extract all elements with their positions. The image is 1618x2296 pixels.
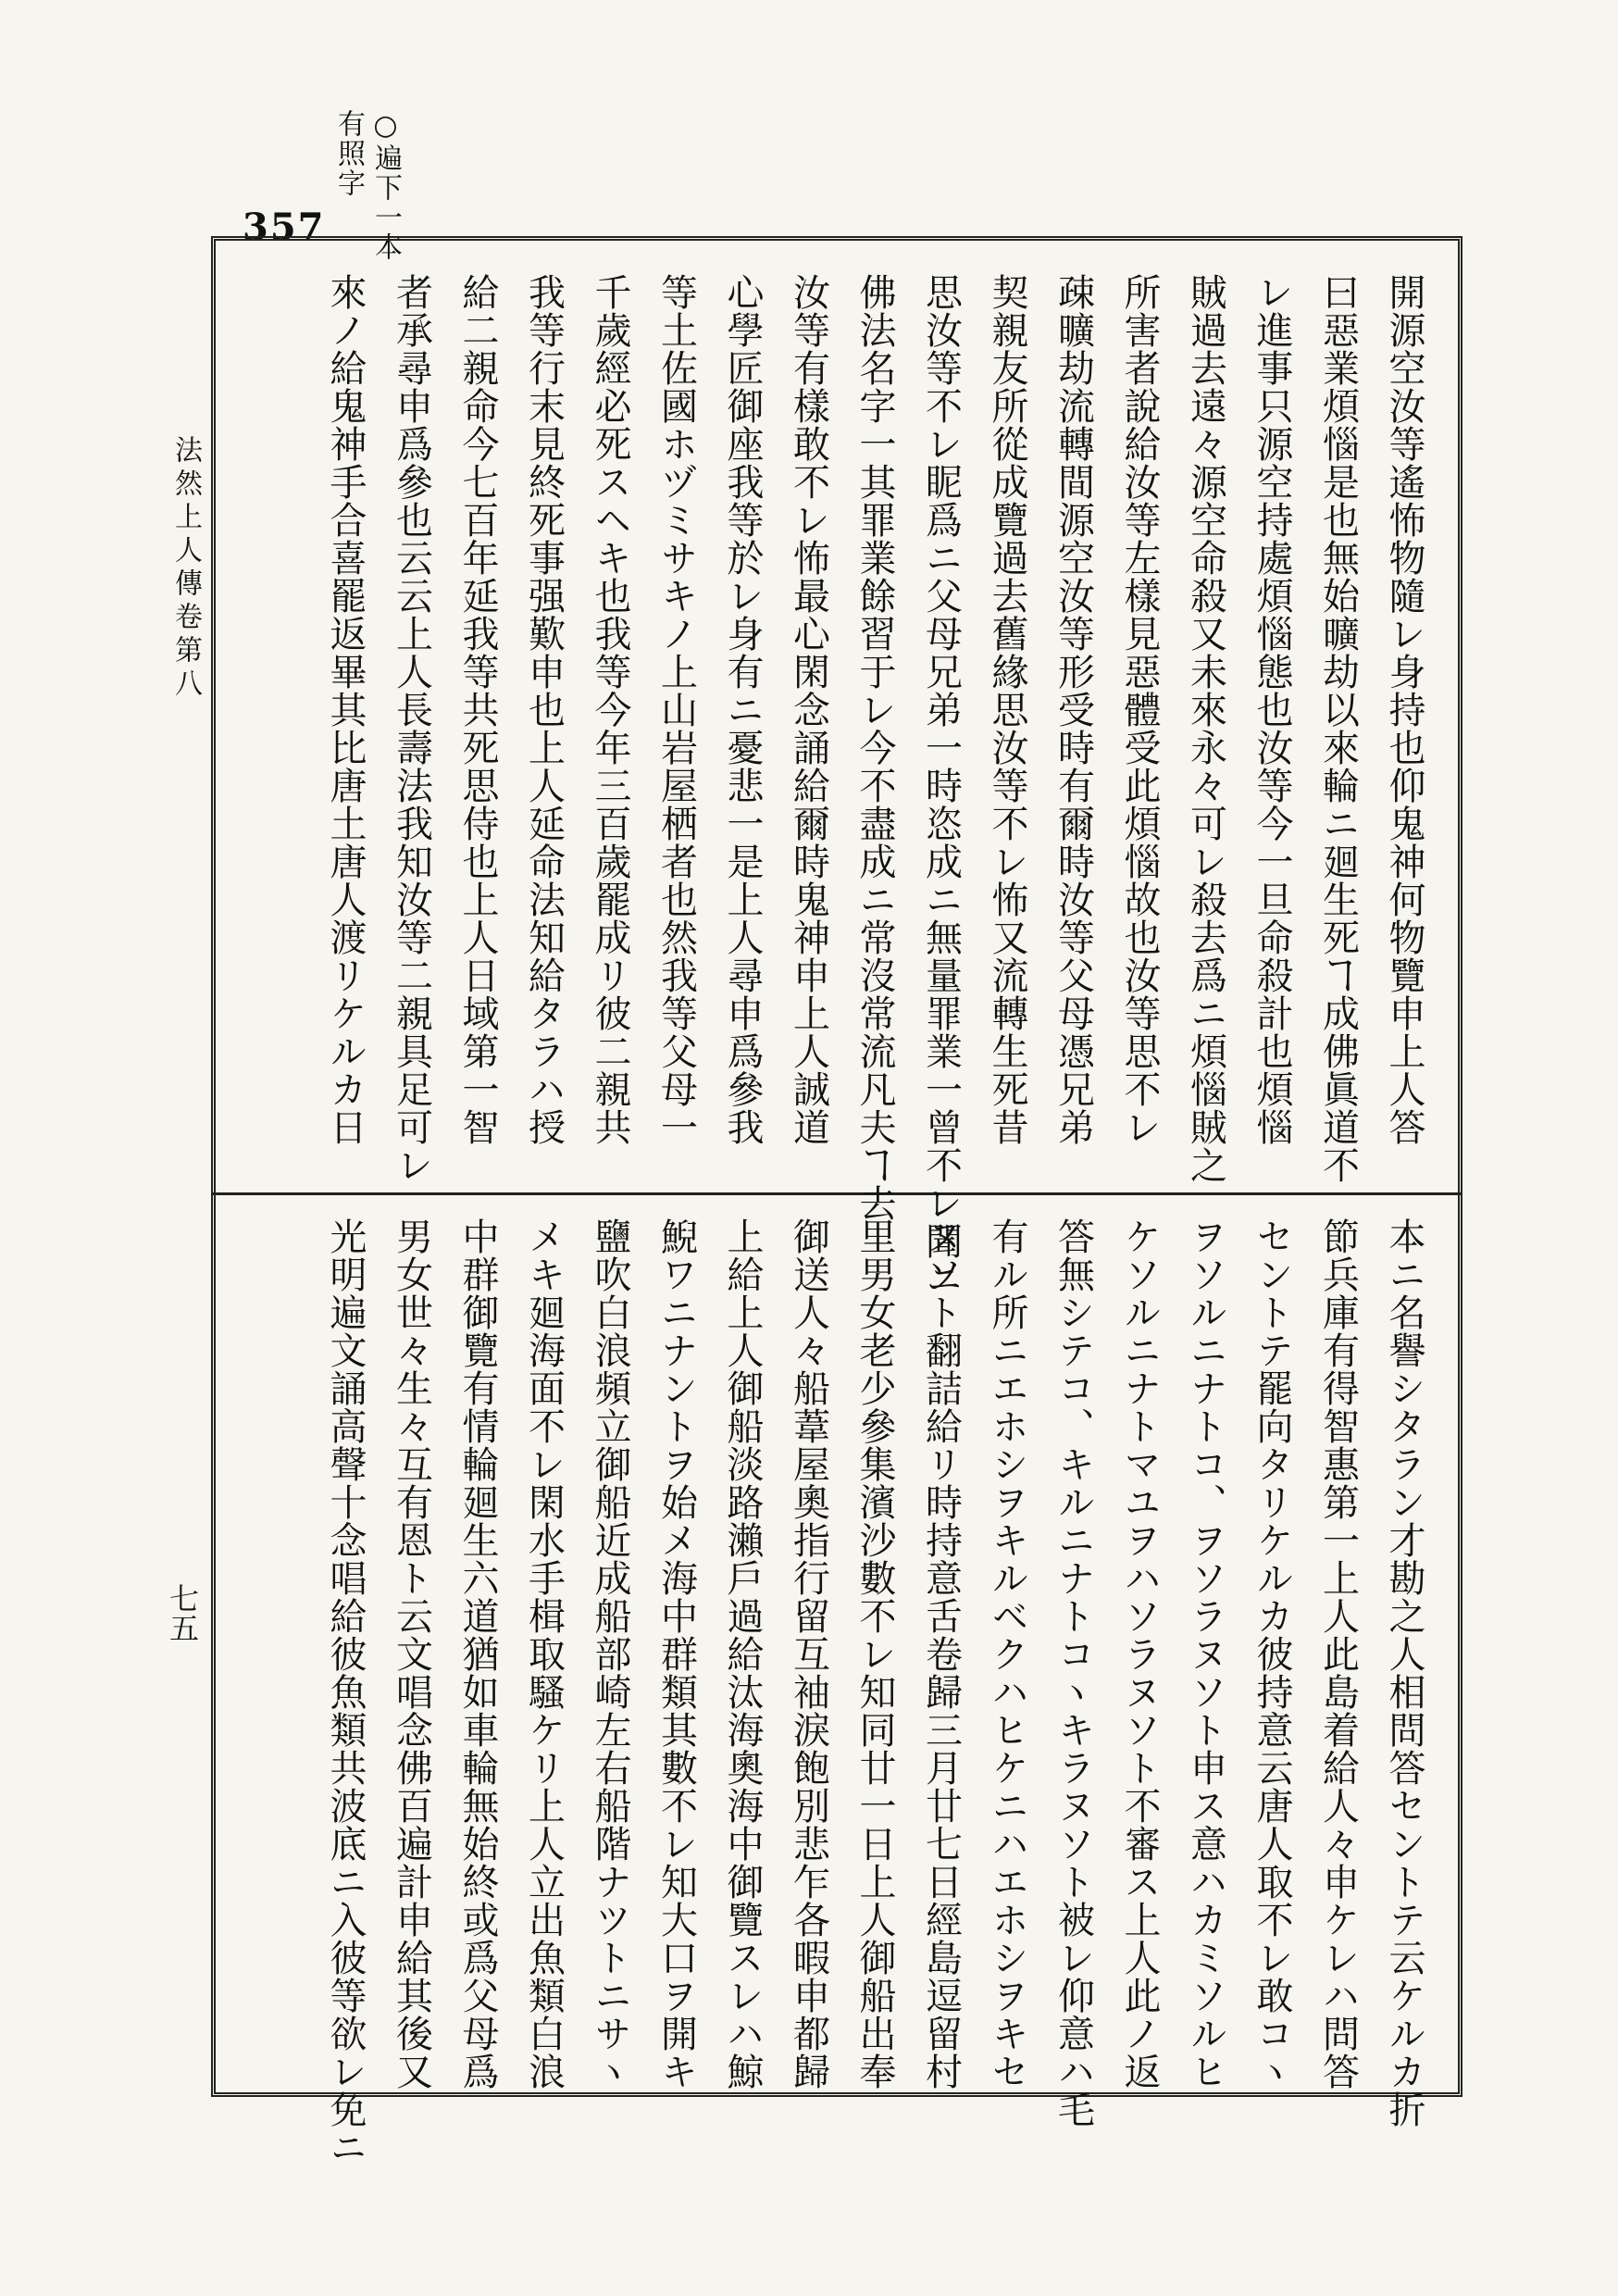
text-line: 給二親命今七百年延我等共死思侍也上人日域第一智 (456, 273, 499, 1146)
collation-note-line-1: ○遍下一本 (369, 109, 402, 262)
text-line: 心學匠御座我等於レ身有ニ憂悲一是上人尋申爲參我 (721, 273, 764, 1146)
text-line: 曰惡業煩惱是也無始曠劫以來輪ニ廻生死ヿ成佛眞道不 (1316, 273, 1360, 1184)
text-line: 賊過去遠々源空命殺又未來永々可レ殺去爲ニ煩惱賊之 (1184, 273, 1227, 1184)
folio: 七五 (165, 1583, 200, 1642)
text-line: ヲソルニナトコ、ヲソラヌソト申ス意ハカミソルヒ (1184, 1217, 1227, 2090)
text-line: 答無シテコ、キルニナトコヽキラヌソト被レ仰意ハ毛 (1052, 1217, 1095, 2128)
text-line: 者承尋申爲參也云云上人長壽法我知汝等二親具足可レ (390, 273, 433, 1184)
text-line: 中群御覽有情輪廻生六道猶如車輪無始終或爲父母爲 (456, 1217, 499, 2090)
text-line: 上給上人御船淡路瀨戶過給汰海奧海中御覽スレハ鯨 (721, 1217, 764, 2090)
text-line: 汝等有樣敢不レ怖最心閑念誦給爾時鬼神申上人誠道 (787, 273, 830, 1146)
text-line: 佛法名字一其罪業餘習于レ今不盡成ニ常沒常流凡夫ヿ去 (853, 273, 896, 1222)
text-line: 鯢ワニナントヲ始メ海中群類其數不レ知大口ヲ開キ (654, 1217, 698, 2090)
text-line: 來ノ給鬼神手合喜罷返畢其比唐土唐人渡リケルカ日 (324, 273, 367, 1146)
text-line: レ進事只源空持處煩惱態也汝等今一旦命殺計也煩惱 (1251, 273, 1293, 1146)
text-line: 疎曠劫流轉間源空汝等形受時有爾時汝等父母憑兄弟 (1052, 273, 1095, 1146)
text-line: 所害者說給汝等左樣見惡體受此煩惱故也汝等思不レ (1118, 273, 1161, 1146)
text-line: 里男女老少參集濱沙數不レ知同廿一日上人御船出奉 (853, 1217, 896, 2090)
text-line: 男女世々生々互有恩ト云文唱念佛百遍計申給其後又 (390, 1217, 433, 2090)
text-line: 鹽吹白浪頻立御船近成船部崎左右船階ナツトニサヽ (589, 1217, 631, 2090)
upper-text-section (243, 273, 1437, 1298)
text-line: 御送人々船葦屋奧指行留互袖淚飽別悲乍各暇申都歸 (787, 1217, 830, 2090)
text-line: 本ニ名譽シタラン才勘之人相問答セントテ云ケルカ折 (1383, 1217, 1425, 2128)
text-line: メキ廻海面不レ閑水手楫取騷ケリ上人立出魚類白浪 (522, 1217, 566, 2090)
text-line: 千歲經必死スヘキ也我等今年三百歲罷成リ彼二親共 (589, 273, 631, 1146)
lower-text-section (243, 1217, 1437, 2166)
text-line: 我等行末見終死事强歎申也上人延命法知給タラハ授 (522, 273, 566, 1146)
text-line: 光明遍文誦高聲十念唱給彼魚類共波底ニ入彼等欲レ免ニ (324, 1217, 367, 2166)
text-line: セントテ罷向タリケルカ彼持意云唐人取不レ敢コヽ (1251, 1217, 1293, 2090)
section-divider (211, 1192, 1462, 1195)
text-line: 思汝等不レ眤爲ニ父母兄弟一時恣成ニ無量罪業一曾不レ聞ニ (919, 273, 963, 1298)
text-line: 等土佐國ホヅミサキノ上山岩屋栖者也然我等父母一 (654, 273, 698, 1146)
text-line: 開源空汝等遙怖物隨レ身持也仰鬼神何物覽申上人答 (1383, 273, 1425, 1146)
text-line: 節兵庫有得智惠第一上人此島着給人々申ケレハ問答 (1316, 1217, 1360, 2090)
text-line: 有ル所ニエホシヲキルベクハヒケニハエホシヲキセ (986, 1217, 1028, 2090)
text-line: 契親友所從成覽過去舊緣思汝等不レ怖又流轉生死昔 (986, 273, 1028, 1146)
collation-note-line-2: 有照字 (332, 109, 365, 198)
text-line: ヌソト翻詰給リ時持意舌卷歸三月廿七日經島逗留村 (919, 1217, 963, 2090)
page-number: 357 (243, 206, 326, 249)
text-line: ケソルニナトマユヲハソラヌソト不審ス上人此ノ返 (1118, 1217, 1161, 2090)
running-title: 法然上人傳卷第八 (169, 435, 202, 702)
